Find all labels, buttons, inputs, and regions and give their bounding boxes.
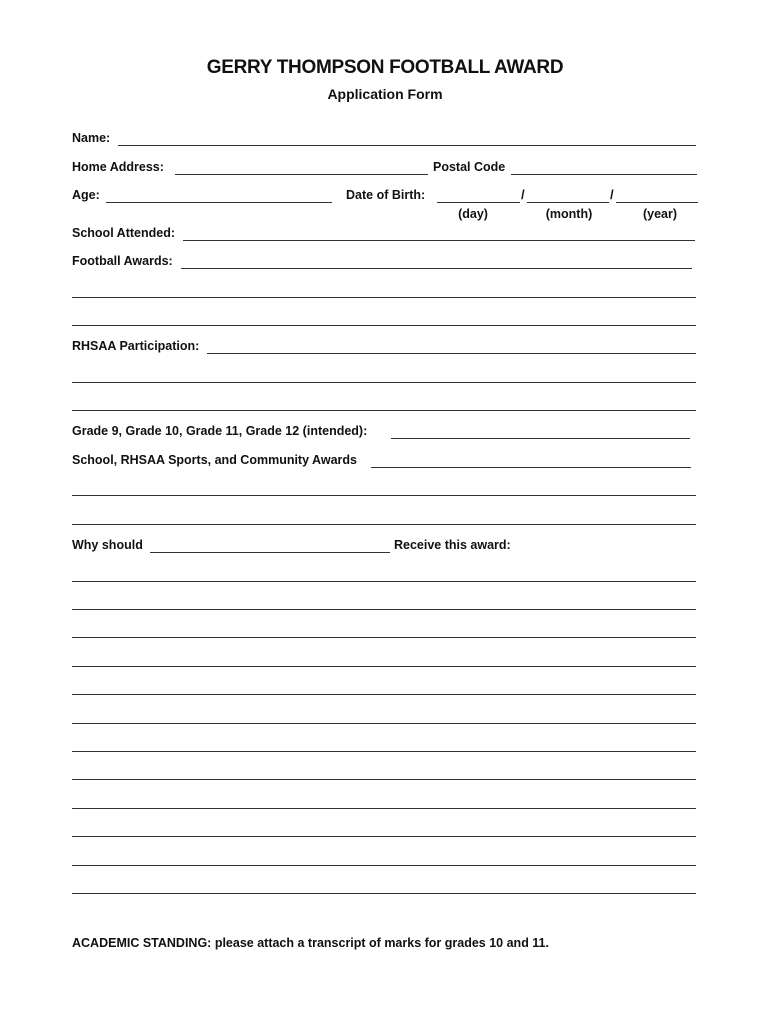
essay-line[interactable] xyxy=(72,637,696,638)
postal-code-label: Postal Code xyxy=(433,160,506,174)
applicant-name-field[interactable] xyxy=(150,552,390,553)
why-should-label: Why should xyxy=(72,538,143,552)
football-awards-line[interactable] xyxy=(72,325,696,326)
school-attended-label: School Attended: xyxy=(72,226,176,240)
home-address-field[interactable] xyxy=(175,174,428,175)
receive-award-label: Receive this award: xyxy=(394,538,511,552)
dob-year-field[interactable] xyxy=(616,202,698,203)
rhsaa-participation-line[interactable] xyxy=(72,382,696,383)
age-field[interactable] xyxy=(106,202,332,203)
form-title: GERRY THOMPSON FOOTBALL AWARD xyxy=(206,57,564,78)
football-awards-label: Football Awards: xyxy=(72,254,173,268)
essay-line[interactable] xyxy=(72,808,696,809)
dob-year-caption: (year) xyxy=(642,207,678,221)
school-awards-field[interactable] xyxy=(371,467,691,468)
essay-line[interactable] xyxy=(72,836,696,837)
grades-label: Grade 9, Grade 10, Grade 11, Grade 12 (intended): xyxy=(72,424,368,438)
school-attended-field[interactable] xyxy=(183,240,695,241)
football-awards-field[interactable] xyxy=(181,268,692,269)
age-label: Age: xyxy=(72,188,100,202)
home-address-label: Home Address: xyxy=(72,160,164,174)
name-field[interactable] xyxy=(118,145,696,146)
essay-line[interactable] xyxy=(72,723,696,724)
dob-day-caption: (day) xyxy=(458,207,488,221)
football-awards-line[interactable] xyxy=(72,297,696,298)
form-subtitle: Application Form xyxy=(327,86,443,102)
dob-month-caption: (month) xyxy=(545,207,593,221)
dob-month-field[interactable] xyxy=(527,202,609,203)
school-awards-line[interactable] xyxy=(72,495,696,496)
essay-line[interactable] xyxy=(72,609,696,610)
essay-line[interactable] xyxy=(72,751,696,752)
grades-field[interactable] xyxy=(391,438,690,439)
dob-separator-1: / xyxy=(521,187,525,202)
rhsaa-participation-field[interactable] xyxy=(207,353,696,354)
essay-line[interactable] xyxy=(72,893,696,894)
essay-line[interactable] xyxy=(72,865,696,866)
postal-code-field[interactable] xyxy=(511,174,697,175)
essay-line[interactable] xyxy=(72,581,696,582)
academic-standing-note: ACADEMIC STANDING: please attach a transcript of marks for grades 10 and 11. xyxy=(72,936,549,950)
rhsaa-participation-line[interactable] xyxy=(72,410,696,411)
dob-day-field[interactable] xyxy=(437,202,520,203)
name-label: Name: xyxy=(72,131,111,145)
essay-line[interactable] xyxy=(72,694,696,695)
date-of-birth-label: Date of Birth: xyxy=(346,188,426,202)
school-awards-line[interactable] xyxy=(72,524,696,525)
essay-line[interactable] xyxy=(72,666,696,667)
dob-separator-2: / xyxy=(610,187,614,202)
essay-line[interactable] xyxy=(72,779,696,780)
school-awards-label: School, RHSAA Sports, and Community Awards xyxy=(72,453,357,467)
rhsaa-participation-label: RHSAA Participation: xyxy=(72,339,200,353)
